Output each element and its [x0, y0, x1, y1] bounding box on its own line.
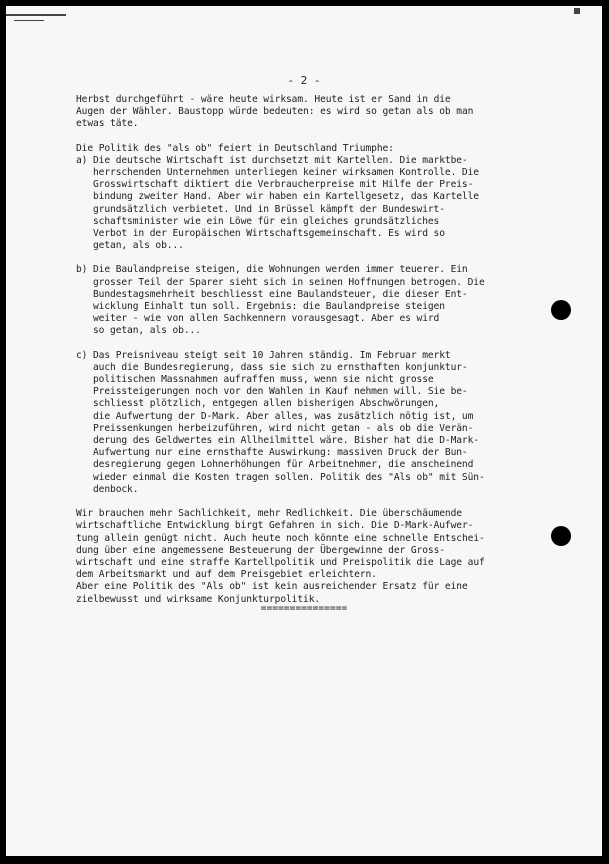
text-line: Aufwertung nur eine ernsthafte Auswirkung: massiven Druck der Bun- — [93, 447, 468, 459]
separator-line: =============== — [260, 603, 348, 614]
text-line: derung des Geldwertes ein Allheilmittel wäre. Bisher hat die D-Mark- — [93, 435, 479, 447]
politics-heading — [76, 143, 596, 155]
item-marker: b) — [76, 264, 88, 276]
list-item-c — [76, 350, 596, 496]
text-line: Aber eine Politik des "Als ob" ist kein ausreichender Ersatz für eine — [76, 581, 468, 593]
text-line: wirtschaftliche Entwicklung birgt Gefahren in sich. Die D-Mark-Aufwer- — [76, 520, 474, 532]
text-line: grundsätzlich verbietet. Und in Brüssel kämpft der Bundeswirt- — [93, 203, 445, 215]
intro-paragraph — [76, 94, 596, 131]
punch-hole — [551, 300, 571, 320]
text-line: Das Preisniveau steigt seit 10 Jahren ständig. Im Februar merkt — [93, 349, 451, 361]
document-page — [6, 6, 602, 856]
text-line: Die Baulandpreise steigen, die Wohnungen werden immer teuerer. Ein — [93, 264, 468, 276]
text-line: Verbot in der Europäischen Wirtschaftsgemeinschaft. Es wird so — [93, 228, 445, 240]
text-line: dung über eine angemessene Besteuerung der Übergewinne der Gross- — [76, 544, 445, 556]
text-line: auch die Bundesregierung, dass sie sich zu ernsthaften konjunktur- — [93, 361, 468, 373]
text-line: getan, als ob... — [93, 240, 184, 252]
letter-body — [76, 94, 596, 606]
text-line: Wir brauchen mehr Sachlichkeit, mehr Redlichkeit. Die überschäumende — [76, 508, 462, 520]
scan-artifact — [574, 8, 580, 14]
text-line: Bundestagsmehrheit beschliesst eine Baulandsteuer, die dieser Ent- — [93, 288, 468, 300]
item-marker: a) — [76, 154, 88, 166]
text-line: bindung zweiter Hand. Aber wir haben ein Kartellgesetz, das Kartelle — [93, 191, 479, 203]
text-line: schliesst plötzlich, entgegen allen bisherigen Abschwörungen, — [93, 398, 440, 410]
text-line: Grosswirtschaft diktiert die Verbraucherpreise mit Hilfe der Preis- — [93, 179, 474, 191]
text-line: wirtschaft und eine straffe Kartellpolitik und Preispolitik die Lage auf — [76, 556, 485, 568]
scan-artifact — [6, 14, 66, 16]
scan-artifact — [14, 20, 44, 21]
closing-paragraph — [76, 508, 596, 606]
item-marker: c) — [76, 349, 88, 361]
text-line: politischen Massnahmen aufraffen muss, wenn sie nicht grosse — [93, 374, 434, 386]
text-line: dem Arbeitsmarkt und auf dem Preisgebiet erleichtern. — [76, 569, 377, 581]
page-number: - 2 - — [287, 74, 321, 87]
punch-hole — [551, 526, 571, 546]
text-line: die Aufwertung der D-Mark. Aber alles, was zusätzlich nötig ist, um — [93, 410, 474, 422]
text-line: zielbewusst und wirksame Konjunkturpolitik. — [76, 593, 321, 605]
text-line: desregierung gegen Lohnerhöhungen für Arbeitnehmer, die anscheinend — [93, 459, 474, 471]
text-line: wicklung Einhalt tun soll. Ergebnis: die Baulandpreise steigen — [93, 301, 445, 313]
text-line: grosser Teil der Sparer sieht sich in seinen Hoffnungen betrogen. Die — [93, 276, 485, 288]
text-line: schaftsminister wie ein Löwe für ein gleiches grundsätzliches — [93, 215, 440, 227]
text-line: weiter - wie von allen Sachkennern vorausgesagt. Aber es wird — [93, 313, 440, 325]
text-line: Die deutsche Wirtschaft ist durchsetzt mit Kartellen. Die marktbe- — [93, 154, 468, 166]
text-line: so getan, als ob... — [93, 325, 201, 337]
list-item-a — [76, 155, 596, 253]
text-line: Herbst durchgeführt - wäre heute wirksam. Heute ist er Sand in die — [76, 94, 451, 105]
text-line: Die Politik des "als ob" feiert in Deutschland Triumphe: — [76, 142, 394, 154]
text-line: wieder einmal die Kosten tragen sollen. Politik des "Als ob" mit Sün- — [93, 471, 485, 483]
text-line: denbock. — [93, 483, 139, 495]
text-line: Preissenkungen herbeizuführen, wird nicht getan - als ob die Verän- — [93, 422, 474, 434]
list-item-b — [76, 264, 596, 337]
text-line: herrschenden Unternehmen unterliegen keiner wirksamen Kontrolle. Die — [93, 167, 479, 179]
text-line: etwas täte. — [76, 118, 139, 130]
text-line: Augen der Wähler. Baustopp würde bedeuten: es wird so getan als ob man — [76, 106, 474, 118]
text-line: Preissteigerungen noch vor den Wahlen in Kauf nehmen will. Sie be- — [93, 386, 468, 398]
text-line: tung allein genügt nicht. Auch heute noch könnte eine schnelle Entschei- — [76, 532, 485, 544]
